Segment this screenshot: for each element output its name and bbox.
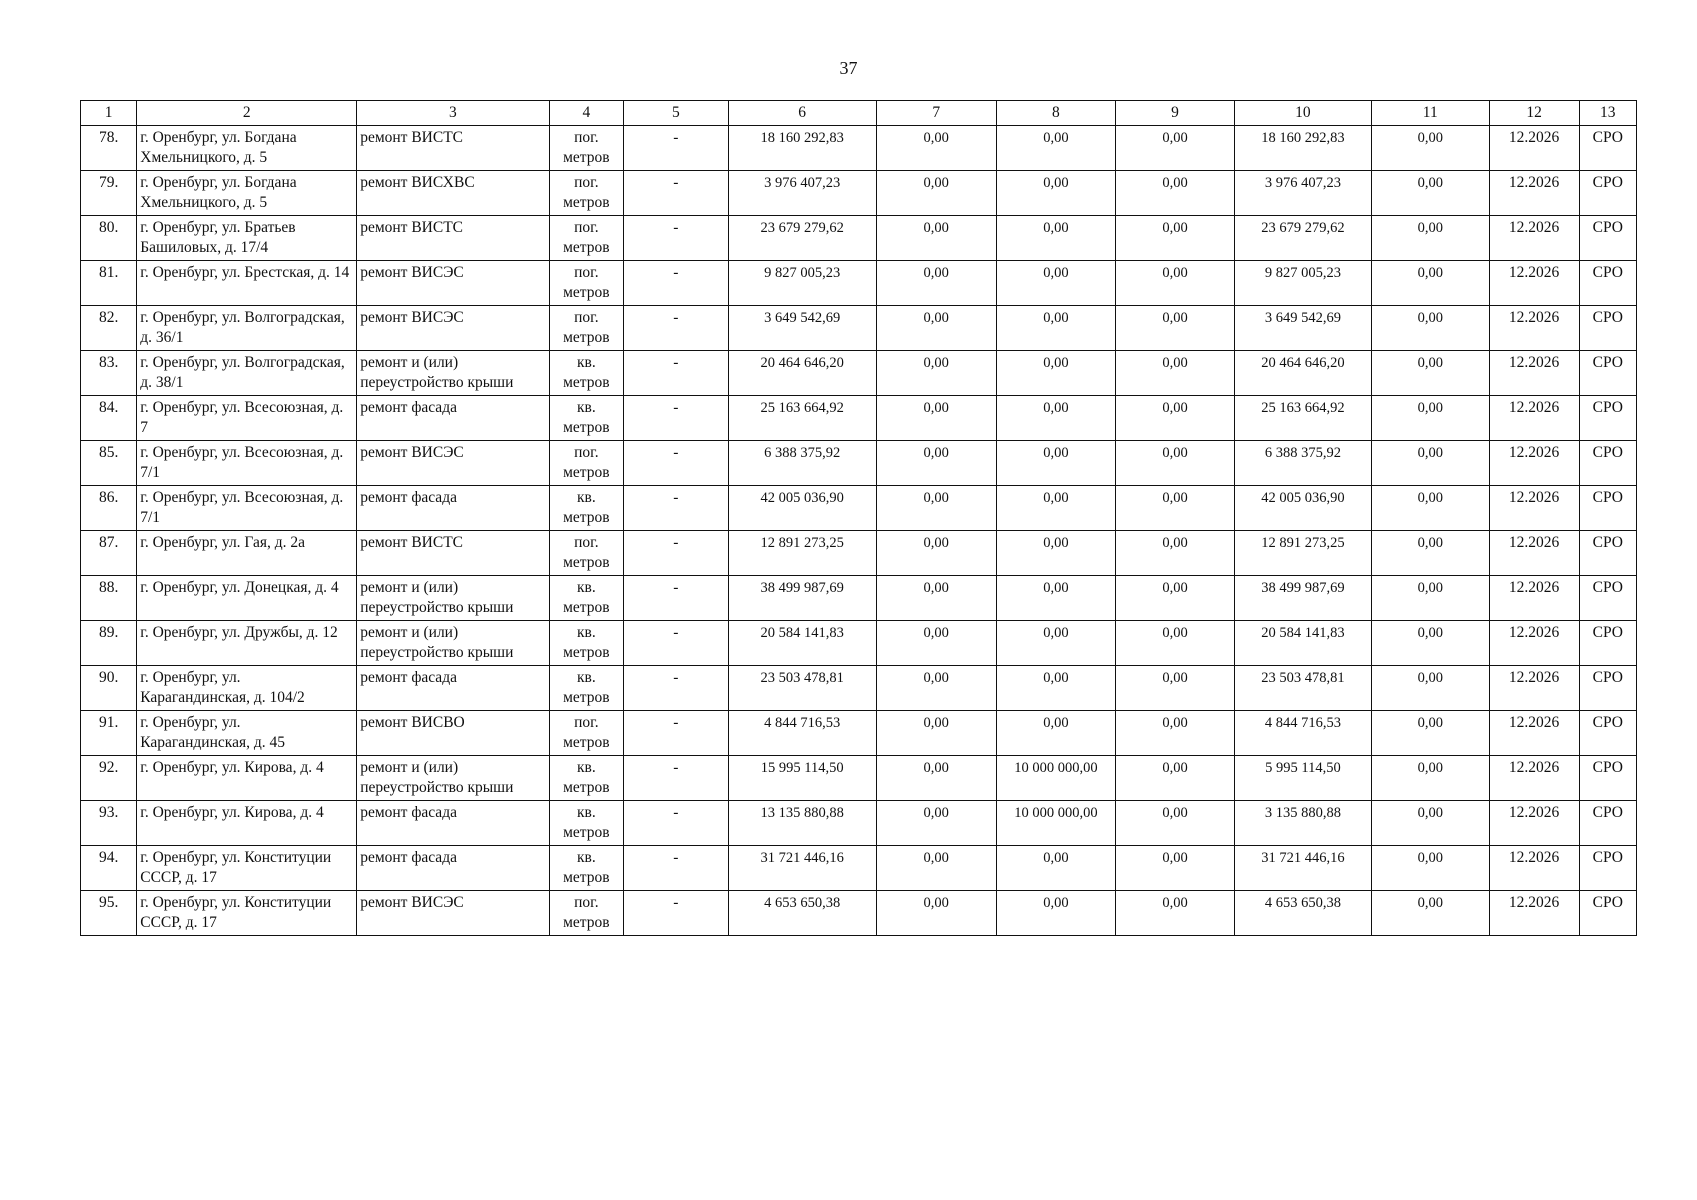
col8-cell: 0,00 <box>996 846 1116 891</box>
organization-cell: СРО <box>1579 711 1636 756</box>
col11-cell: 0,00 <box>1371 621 1489 666</box>
col10-cell: 3 135 880,88 <box>1234 801 1371 846</box>
address-cell: г. Оренбург, ул. Богдана Хмельницкого, д. 5 <box>137 171 357 216</box>
col9-cell: 0,00 <box>1116 216 1235 261</box>
table-row <box>81 126 1637 171</box>
deadline-cell: 12.2026 <box>1489 891 1579 936</box>
col7-cell: 0,00 <box>876 351 996 396</box>
volume-cell: - <box>624 756 728 801</box>
total-cost-cell: 9 827 005,23 <box>728 261 876 306</box>
col7-cell: 0,00 <box>876 666 996 711</box>
deadline-cell: 12.2026 <box>1489 531 1579 576</box>
col8-cell: 10 000 000,00 <box>996 756 1116 801</box>
col9-cell: 0,00 <box>1116 576 1235 621</box>
work-type-cell: ремонт ВИСТС <box>357 531 549 576</box>
address-cell: г. Оренбург, ул. Дружбы, д. 12 <box>137 621 357 666</box>
work-type-cell: ремонт ВИСВО <box>357 711 549 756</box>
volume-cell: - <box>624 216 728 261</box>
col9-cell: 0,00 <box>1116 171 1235 216</box>
col10-cell: 3 976 407,23 <box>1234 171 1371 216</box>
row-number: 80. <box>81 216 137 261</box>
deadline-cell: 12.2026 <box>1489 171 1579 216</box>
address-cell: г. Оренбург, ул. Волгоградская, д. 38/1 <box>137 351 357 396</box>
work-type-cell: ремонт ВИСЭС <box>357 891 549 936</box>
total-cost-cell: 23 503 478,81 <box>728 666 876 711</box>
col8-cell: 10 000 000,00 <box>996 801 1116 846</box>
total-cost-cell: 25 163 664,92 <box>728 396 876 441</box>
col11-cell: 0,00 <box>1371 666 1489 711</box>
row-number: 85. <box>81 441 137 486</box>
deadline-cell: 12.2026 <box>1489 756 1579 801</box>
work-type-cell: ремонт и (или) переустройство крыши <box>357 351 549 396</box>
unit-cell: кв. метров <box>549 486 624 531</box>
deadline-cell: 12.2026 <box>1489 621 1579 666</box>
deadline-cell: 12.2026 <box>1489 801 1579 846</box>
col9-cell: 0,00 <box>1116 756 1235 801</box>
table-row <box>81 261 1637 306</box>
table-row <box>81 441 1637 486</box>
deadline-cell: 12.2026 <box>1489 486 1579 531</box>
deadline-cell: 12.2026 <box>1489 576 1579 621</box>
col8-cell: 0,00 <box>996 486 1116 531</box>
unit-cell: пог. метров <box>549 216 624 261</box>
table-row <box>81 666 1637 711</box>
col11-cell: 0,00 <box>1371 216 1489 261</box>
col7-cell: 0,00 <box>876 531 996 576</box>
col11-cell: 0,00 <box>1371 711 1489 756</box>
col8-cell: 0,00 <box>996 441 1116 486</box>
unit-cell: пог. метров <box>549 126 624 171</box>
total-cost-cell: 6 388 375,92 <box>728 441 876 486</box>
row-number: 93. <box>81 801 137 846</box>
organization-cell: СРО <box>1579 441 1636 486</box>
col11-cell: 0,00 <box>1371 171 1489 216</box>
col11-cell: 0,00 <box>1371 351 1489 396</box>
deadline-cell: 12.2026 <box>1489 351 1579 396</box>
table-row <box>81 306 1637 351</box>
work-type-cell: ремонт ВИСХВС <box>357 171 549 216</box>
col7-cell: 0,00 <box>876 891 996 936</box>
col7-cell: 0,00 <box>876 216 996 261</box>
row-number: 87. <box>81 531 137 576</box>
column-header-13: 13 <box>1579 101 1636 126</box>
col11-cell: 0,00 <box>1371 576 1489 621</box>
col8-cell: 0,00 <box>996 126 1116 171</box>
col11-cell: 0,00 <box>1371 261 1489 306</box>
col10-cell: 5 995 114,50 <box>1234 756 1371 801</box>
volume-cell: - <box>624 396 728 441</box>
work-type-cell: ремонт и (или) переустройство крыши <box>357 621 549 666</box>
column-header-5: 5 <box>624 101 728 126</box>
volume-cell: - <box>624 711 728 756</box>
organization-cell: СРО <box>1579 261 1636 306</box>
row-number: 79. <box>81 171 137 216</box>
deadline-cell: 12.2026 <box>1489 126 1579 171</box>
col10-cell: 9 827 005,23 <box>1234 261 1371 306</box>
row-number: 94. <box>81 846 137 891</box>
col8-cell: 0,00 <box>996 891 1116 936</box>
col9-cell: 0,00 <box>1116 666 1235 711</box>
col11-cell: 0,00 <box>1371 486 1489 531</box>
table-row <box>81 621 1637 666</box>
table-row <box>81 711 1637 756</box>
organization-cell: СРО <box>1579 486 1636 531</box>
col9-cell: 0,00 <box>1116 801 1235 846</box>
table-row <box>81 216 1637 261</box>
volume-cell: - <box>624 576 728 621</box>
col9-cell: 0,00 <box>1116 351 1235 396</box>
work-type-cell: ремонт фасада <box>357 801 549 846</box>
row-number: 82. <box>81 306 137 351</box>
deadline-cell: 12.2026 <box>1489 261 1579 306</box>
organization-cell: СРО <box>1579 351 1636 396</box>
total-cost-cell: 4 653 650,38 <box>728 891 876 936</box>
col7-cell: 0,00 <box>876 396 996 441</box>
unit-cell: кв. метров <box>549 396 624 441</box>
address-cell: г. Оренбург, ул. Конституции СССР, д. 17 <box>137 846 357 891</box>
column-header-1: 1 <box>81 101 137 126</box>
header-row <box>81 101 1637 126</box>
column-header-6: 6 <box>728 101 876 126</box>
unit-cell: кв. метров <box>549 756 624 801</box>
col7-cell: 0,00 <box>876 486 996 531</box>
unit-cell: кв. метров <box>549 666 624 711</box>
volume-cell: - <box>624 891 728 936</box>
col7-cell: 0,00 <box>876 261 996 306</box>
col8-cell: 0,00 <box>996 306 1116 351</box>
organization-cell: СРО <box>1579 396 1636 441</box>
deadline-cell: 12.2026 <box>1489 216 1579 261</box>
row-number: 90. <box>81 666 137 711</box>
col11-cell: 0,00 <box>1371 126 1489 171</box>
total-cost-cell: 3 976 407,23 <box>728 171 876 216</box>
work-type-cell: ремонт ВИСЭС <box>357 306 549 351</box>
address-cell: г. Оренбург, ул. Всесоюзная, д. 7 <box>137 396 357 441</box>
address-cell: г. Оренбург, ул. Кирова, д. 4 <box>137 756 357 801</box>
col8-cell: 0,00 <box>996 396 1116 441</box>
organization-cell: СРО <box>1579 126 1636 171</box>
address-cell: г. Оренбург, ул. Всесоюзная, д. 7/1 <box>137 486 357 531</box>
deadline-cell: 12.2026 <box>1489 396 1579 441</box>
deadline-cell: 12.2026 <box>1489 666 1579 711</box>
row-number: 83. <box>81 351 137 396</box>
work-type-cell: ремонт и (или) переустройство крыши <box>357 756 549 801</box>
row-number: 81. <box>81 261 137 306</box>
col9-cell: 0,00 <box>1116 261 1235 306</box>
address-cell: г. Оренбург, ул. Богдана Хмельницкого, д. 5 <box>137 126 357 171</box>
unit-cell: кв. метров <box>549 351 624 396</box>
col8-cell: 0,00 <box>996 621 1116 666</box>
work-type-cell: ремонт фасада <box>357 666 549 711</box>
organization-cell: СРО <box>1579 171 1636 216</box>
unit-cell: пог. метров <box>549 711 624 756</box>
table-row <box>81 576 1637 621</box>
address-cell: г. Оренбург, ул. Брестская, д. 14 <box>137 261 357 306</box>
total-cost-cell: 18 160 292,83 <box>728 126 876 171</box>
address-cell: г. Оренбург, ул. Всесоюзная, д. 7/1 <box>137 441 357 486</box>
col9-cell: 0,00 <box>1116 711 1235 756</box>
col10-cell: 42 005 036,90 <box>1234 486 1371 531</box>
col11-cell: 0,00 <box>1371 306 1489 351</box>
total-cost-cell: 13 135 880,88 <box>728 801 876 846</box>
col10-cell: 3 649 542,69 <box>1234 306 1371 351</box>
table-body <box>81 126 1637 936</box>
col9-cell: 0,00 <box>1116 846 1235 891</box>
volume-cell: - <box>624 666 728 711</box>
unit-cell: кв. метров <box>549 621 624 666</box>
col10-cell: 38 499 987,69 <box>1234 576 1371 621</box>
volume-cell: - <box>624 261 728 306</box>
column-header-12: 12 <box>1489 101 1579 126</box>
work-type-cell: ремонт ВИСЭС <box>357 441 549 486</box>
address-cell: г. Оренбург, ул. Братьев Башиловых, д. 17/4 <box>137 216 357 261</box>
work-type-cell: ремонт фасада <box>357 486 549 531</box>
column-header-3: 3 <box>357 101 549 126</box>
col10-cell: 23 679 279,62 <box>1234 216 1371 261</box>
address-cell: г. Оренбург, ул. Карагандинская, д. 45 <box>137 711 357 756</box>
table-row <box>81 531 1637 576</box>
volume-cell: - <box>624 531 728 576</box>
total-cost-cell: 12 891 273,25 <box>728 531 876 576</box>
total-cost-cell: 3 649 542,69 <box>728 306 876 351</box>
col7-cell: 0,00 <box>876 126 996 171</box>
table-row <box>81 396 1637 441</box>
col11-cell: 0,00 <box>1371 531 1489 576</box>
col10-cell: 20 584 141,83 <box>1234 621 1371 666</box>
col9-cell: 0,00 <box>1116 891 1235 936</box>
organization-cell: СРО <box>1579 306 1636 351</box>
col11-cell: 0,00 <box>1371 441 1489 486</box>
col7-cell: 0,00 <box>876 441 996 486</box>
column-header-10: 10 <box>1234 101 1371 126</box>
col9-cell: 0,00 <box>1116 621 1235 666</box>
total-cost-cell: 20 464 646,20 <box>728 351 876 396</box>
deadline-cell: 12.2026 <box>1489 441 1579 486</box>
col10-cell: 23 503 478,81 <box>1234 666 1371 711</box>
volume-cell: - <box>624 351 728 396</box>
col11-cell: 0,00 <box>1371 891 1489 936</box>
col10-cell: 4 653 650,38 <box>1234 891 1371 936</box>
row-number: 89. <box>81 621 137 666</box>
organization-cell: СРО <box>1579 756 1636 801</box>
volume-cell: - <box>624 621 728 666</box>
column-header-2: 2 <box>137 101 357 126</box>
col11-cell: 0,00 <box>1371 801 1489 846</box>
organization-cell: СРО <box>1579 621 1636 666</box>
row-number: 91. <box>81 711 137 756</box>
deadline-cell: 12.2026 <box>1489 711 1579 756</box>
unit-cell: пог. метров <box>549 261 624 306</box>
column-header-7: 7 <box>876 101 996 126</box>
work-type-cell: ремонт ВИСТС <box>357 216 549 261</box>
organization-cell: СРО <box>1579 666 1636 711</box>
table-header <box>81 101 1637 126</box>
address-cell: г. Оренбург, ул. Гая, д. 2а <box>137 531 357 576</box>
work-type-cell: ремонт фасада <box>357 396 549 441</box>
table-row <box>81 846 1637 891</box>
total-cost-cell: 31 721 446,16 <box>728 846 876 891</box>
organization-cell: СРО <box>1579 576 1636 621</box>
deadline-cell: 12.2026 <box>1489 306 1579 351</box>
column-header-4: 4 <box>549 101 624 126</box>
col7-cell: 0,00 <box>876 621 996 666</box>
work-type-cell: ремонт фасада <box>357 846 549 891</box>
unit-cell: кв. метров <box>549 846 624 891</box>
col10-cell: 12 891 273,25 <box>1234 531 1371 576</box>
col8-cell: 0,00 <box>996 666 1116 711</box>
total-cost-cell: 42 005 036,90 <box>728 486 876 531</box>
total-cost-cell: 4 844 716,53 <box>728 711 876 756</box>
row-number: 86. <box>81 486 137 531</box>
table-row <box>81 486 1637 531</box>
col8-cell: 0,00 <box>996 351 1116 396</box>
col7-cell: 0,00 <box>876 171 996 216</box>
page-number: 37 <box>839 58 858 78</box>
row-number: 78. <box>81 126 137 171</box>
work-type-cell: ремонт ВИСЭС <box>357 261 549 306</box>
col9-cell: 0,00 <box>1116 531 1235 576</box>
unit-cell: кв. метров <box>549 576 624 621</box>
organization-cell: СРО <box>1579 846 1636 891</box>
col10-cell: 20 464 646,20 <box>1234 351 1371 396</box>
volume-cell: - <box>624 126 728 171</box>
works-table <box>80 100 1637 936</box>
total-cost-cell: 23 679 279,62 <box>728 216 876 261</box>
volume-cell: - <box>624 441 728 486</box>
col10-cell: 31 721 446,16 <box>1234 846 1371 891</box>
col9-cell: 0,00 <box>1116 441 1235 486</box>
work-type-cell: ремонт ВИСТС <box>357 126 549 171</box>
col8-cell: 0,00 <box>996 711 1116 756</box>
table-row <box>81 351 1637 396</box>
organization-cell: СРО <box>1579 891 1636 936</box>
work-type-cell: ремонт и (или) переустройство крыши <box>357 576 549 621</box>
col7-cell: 0,00 <box>876 756 996 801</box>
organization-cell: СРО <box>1579 801 1636 846</box>
col9-cell: 0,00 <box>1116 126 1235 171</box>
volume-cell: - <box>624 486 728 531</box>
col7-cell: 0,00 <box>876 306 996 351</box>
col10-cell: 25 163 664,92 <box>1234 396 1371 441</box>
col10-cell: 6 388 375,92 <box>1234 441 1371 486</box>
col10-cell: 18 160 292,83 <box>1234 126 1371 171</box>
address-cell: г. Оренбург, ул. Конституции СССР, д. 17 <box>137 891 357 936</box>
row-number: 84. <box>81 396 137 441</box>
col11-cell: 0,00 <box>1371 756 1489 801</box>
address-cell: г. Оренбург, ул. Карагандинская, д. 104/2 <box>137 666 357 711</box>
col8-cell: 0,00 <box>996 216 1116 261</box>
col9-cell: 0,00 <box>1116 396 1235 441</box>
unit-cell: пог. метров <box>549 441 624 486</box>
organization-cell: СРО <box>1579 216 1636 261</box>
organization-cell: СРО <box>1579 531 1636 576</box>
col7-cell: 0,00 <box>876 846 996 891</box>
col10-cell: 4 844 716,53 <box>1234 711 1371 756</box>
column-header-11: 11 <box>1371 101 1489 126</box>
col11-cell: 0,00 <box>1371 846 1489 891</box>
col8-cell: 0,00 <box>996 261 1116 306</box>
total-cost-cell: 20 584 141,83 <box>728 621 876 666</box>
table-row <box>81 171 1637 216</box>
col7-cell: 0,00 <box>876 711 996 756</box>
table-row <box>81 756 1637 801</box>
table-row <box>81 801 1637 846</box>
deadline-cell: 12.2026 <box>1489 846 1579 891</box>
address-cell: г. Оренбург, ул. Кирова, д. 4 <box>137 801 357 846</box>
volume-cell: - <box>624 846 728 891</box>
volume-cell: - <box>624 171 728 216</box>
col7-cell: 0,00 <box>876 801 996 846</box>
table-row <box>81 891 1637 936</box>
col9-cell: 0,00 <box>1116 486 1235 531</box>
row-number: 92. <box>81 756 137 801</box>
col9-cell: 0,00 <box>1116 306 1235 351</box>
volume-cell: - <box>624 306 728 351</box>
unit-cell: пог. метров <box>549 531 624 576</box>
unit-cell: пог. метров <box>549 891 624 936</box>
unit-cell: пог. метров <box>549 306 624 351</box>
total-cost-cell: 15 995 114,50 <box>728 756 876 801</box>
address-cell: г. Оренбург, ул. Донецкая, д. 4 <box>137 576 357 621</box>
column-header-9: 9 <box>1116 101 1235 126</box>
total-cost-cell: 38 499 987,69 <box>728 576 876 621</box>
row-number: 95. <box>81 891 137 936</box>
row-number: 88. <box>81 576 137 621</box>
col8-cell: 0,00 <box>996 531 1116 576</box>
col11-cell: 0,00 <box>1371 396 1489 441</box>
col8-cell: 0,00 <box>996 171 1116 216</box>
unit-cell: пог. метров <box>549 171 624 216</box>
col7-cell: 0,00 <box>876 576 996 621</box>
volume-cell: - <box>624 801 728 846</box>
unit-cell: кв. метров <box>549 801 624 846</box>
column-header-8: 8 <box>996 101 1116 126</box>
col8-cell: 0,00 <box>996 576 1116 621</box>
address-cell: г. Оренбург, ул. Волгоградская, д. 36/1 <box>137 306 357 351</box>
